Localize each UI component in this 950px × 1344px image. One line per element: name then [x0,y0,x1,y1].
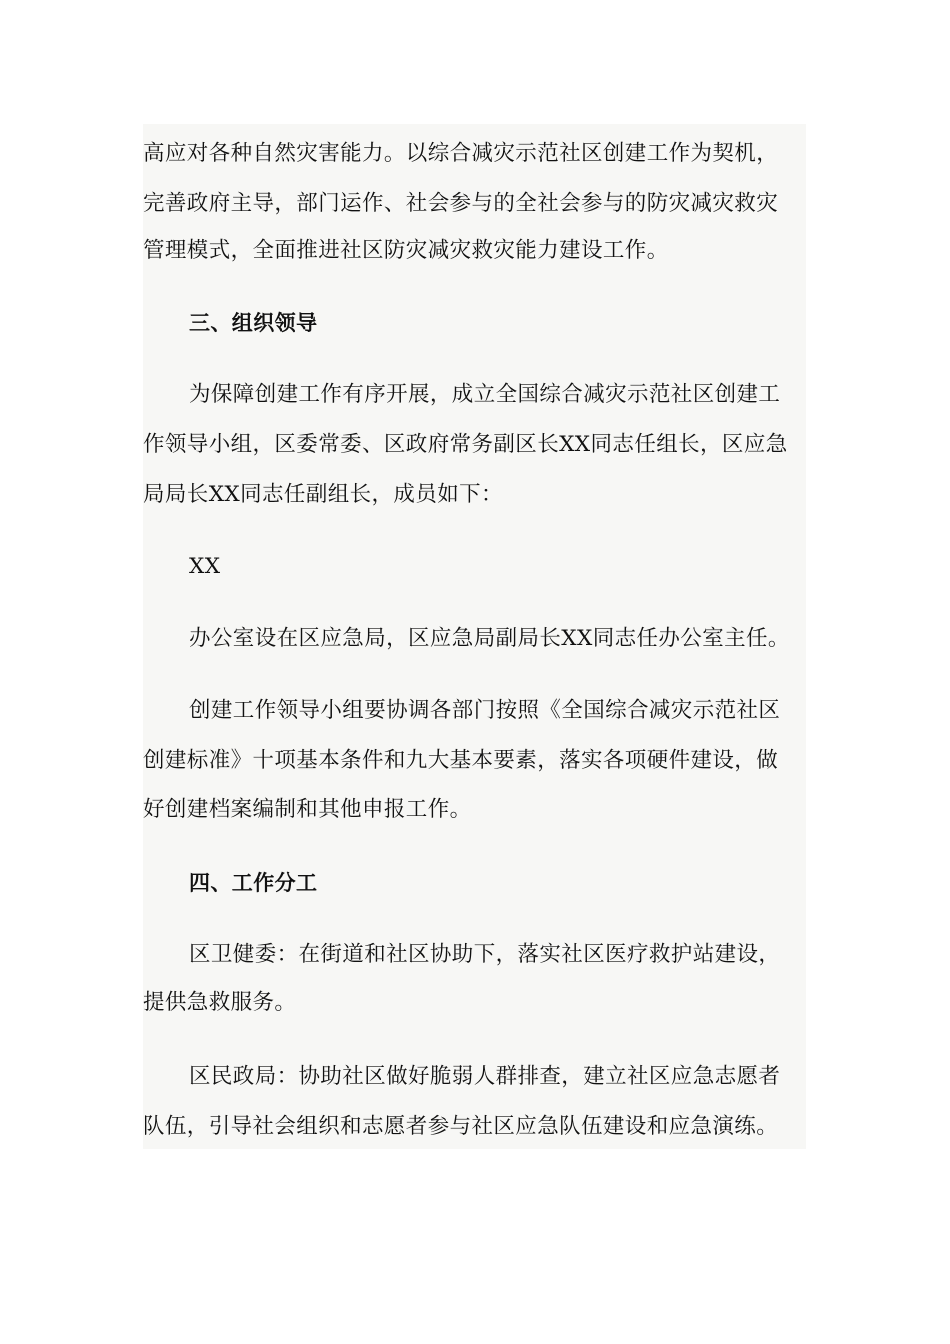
paragraph-line: 队伍，引导社会组织和志愿者参与社区应急队伍建设和应急演练。 [143,1114,779,1139]
paragraph-line: 区卫健委：在街道和社区协助下，落实社区医疗救护站建设， [189,942,781,967]
paragraph-line: XX [189,554,221,579]
section-heading-organization: 三、组织领导 [189,311,318,335]
paragraph-line: 高应对各种自然灾害能力。以综合减灾示范社区创建工作为契机， [143,141,779,166]
paragraph-line: 管理模式，全面推进社区防灾减灾救灾能力建设工作。 [143,238,669,263]
section-heading-division-of-work: 四、工作分工 [189,871,318,895]
paragraph-line: 好创建档案编制和其他申报工作。 [143,797,472,822]
paragraph-line: 创建工作领导小组要协调各部门按照《全国综合减灾示范社区 [189,698,781,723]
paragraph-line: 完善政府主导，部门运作、社会参与的全社会参与的防灾减灾救灾 [143,191,779,216]
paragraph-line: 区民政局：协助社区做好脆弱人群排查，建立社区应急志愿者 [189,1064,781,1089]
paragraph-line: 办公室设在区应急局，区应急局副局长XX同志任办公室主任。 [189,626,790,651]
paragraph-line: 为保障创建工作有序开展，成立全国综合减灾示范社区创建工 [189,382,781,407]
paragraph-line: 作领导小组，区委常委、区政府常务副区长XX同志任组长，区应急 [143,432,788,457]
paragraph-line: 提供急救服务。 [143,990,297,1015]
paragraph-line: 创建标准》十项基本条件和九大基本要素，落实各项硬件建设，做 [143,748,779,773]
document-body [143,124,806,1149]
paragraph-line: 局局长XX同志任副组长，成员如下： [143,482,503,507]
